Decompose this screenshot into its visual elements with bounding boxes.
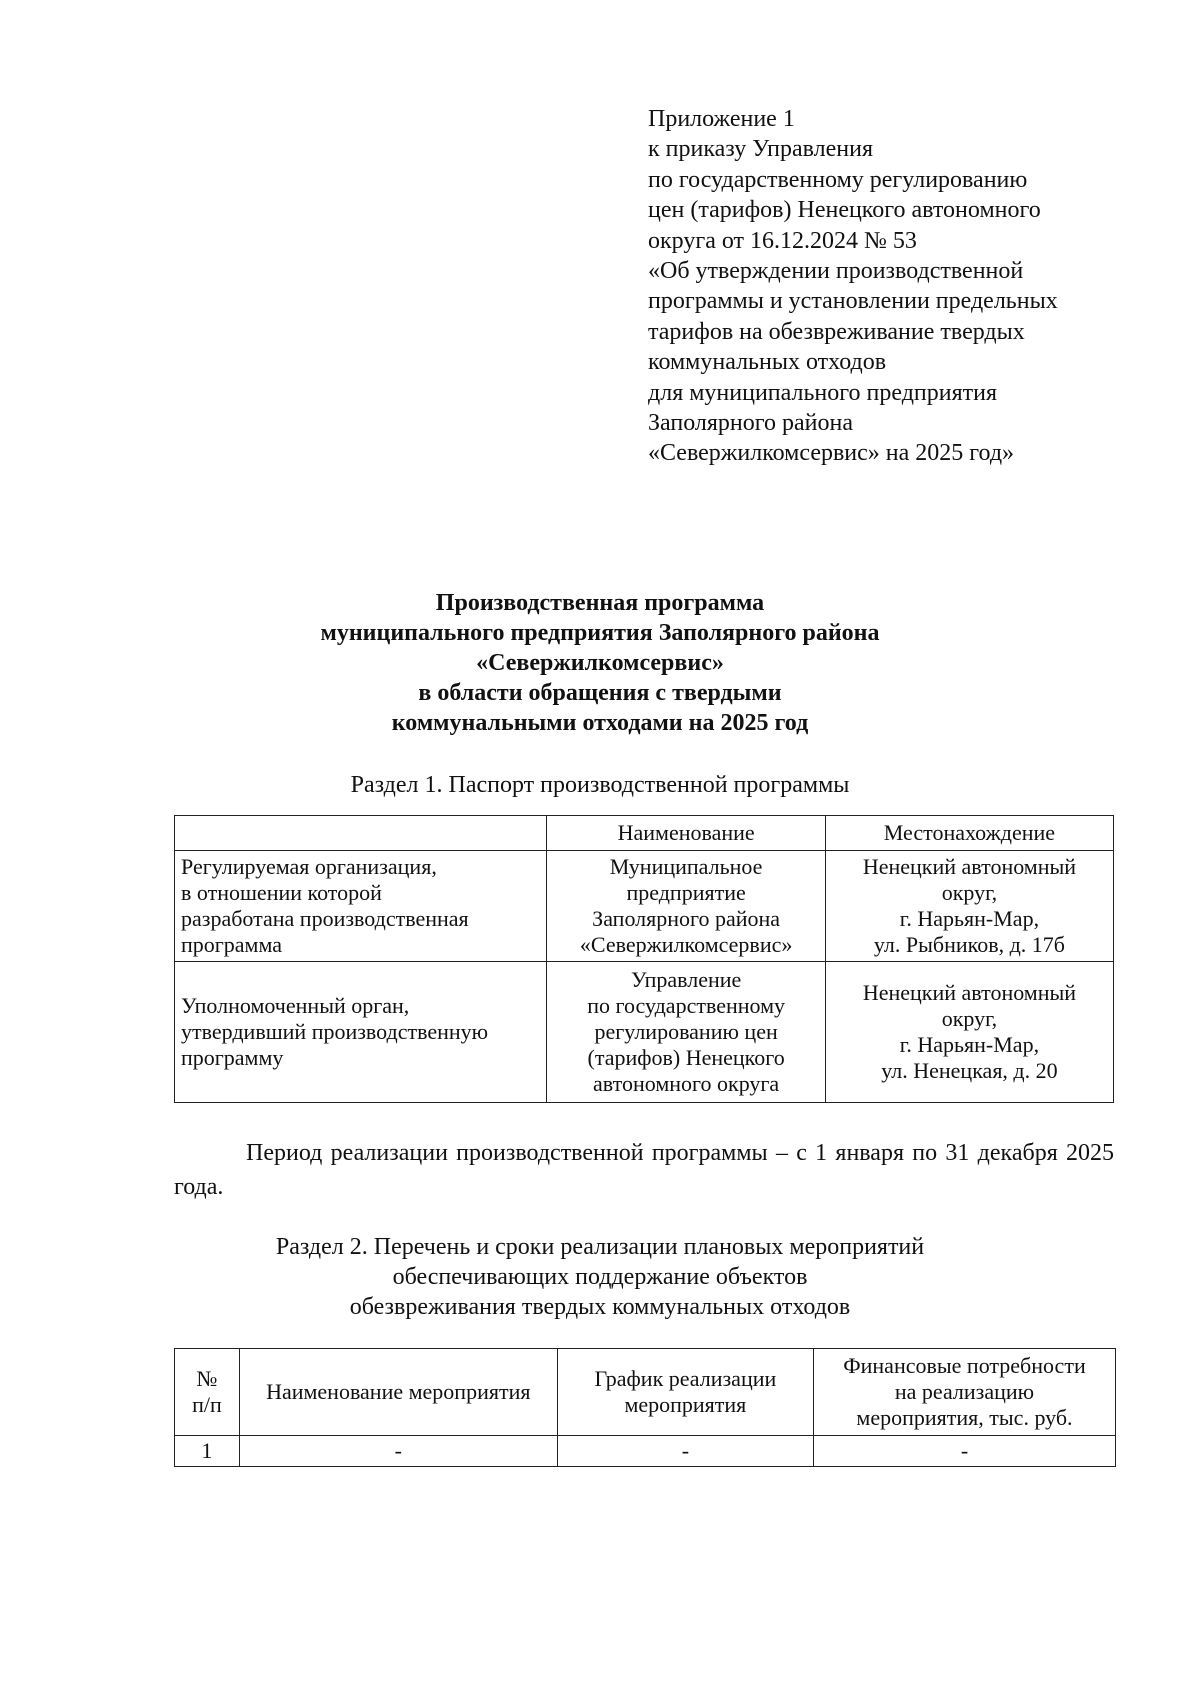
header-cell-schedule — [557, 1349, 813, 1436]
cell-line: округ, — [941, 880, 998, 905]
annex-line: Приложение 1 — [648, 106, 795, 132]
cell-line: мероприятия, тыс. руб. — [856, 1405, 1073, 1430]
passport-table — [174, 815, 1114, 1103]
table-header-row — [175, 1349, 1116, 1436]
annex-line: коммунальных отходов — [648, 349, 887, 376]
annex-line: по государственному регулированию — [648, 166, 1028, 193]
title-line: Производственная программа — [435, 590, 765, 616]
title-line: в области обращения с твердыми — [418, 680, 782, 706]
header-cell — [175, 816, 547, 851]
section-1-heading: Раздел 1. Паспорт производственной программы — [350, 772, 850, 798]
cell-line: утвердивший производственную — [181, 1019, 489, 1044]
table-row — [175, 1436, 1116, 1467]
cell-line: Управление — [630, 967, 742, 992]
cell-line: мероприятия — [624, 1392, 747, 1417]
annex-line: цен (тарифов) Ненецкого автономного — [648, 197, 1041, 224]
row-label-cell — [175, 851, 547, 962]
row-name-cell — [547, 962, 826, 1103]
title-line: «Севержилкомсервис» — [476, 650, 724, 676]
header-cell-number — [175, 1349, 240, 1436]
cell-line: Ненецкий автономный — [862, 854, 1077, 879]
cell-line: Заполярного района — [592, 906, 781, 931]
implementation-period: Период реализации производственной программы – с 1 января по 31 декабря 2025 года. — [174, 1140, 1114, 1200]
cell-line: на реализацию — [894, 1379, 1035, 1404]
cell-line: регулированию цен — [594, 1019, 778, 1044]
annex-line: «Об утверждении производственной — [648, 258, 1024, 285]
row-number-cell: 1 — [175, 1436, 240, 1467]
cell-line: «Севержилкомсервис» — [579, 932, 793, 957]
cell-line: (тарифов) Ненецкого — [587, 1045, 785, 1070]
row-finance-cell: - — [813, 1436, 1115, 1467]
title-line: муниципального предприятия Заполярного района — [320, 620, 880, 646]
heading-line: Раздел 2. Перечень и сроки реализации плановых мероприятий — [275, 1234, 925, 1260]
cell-line: Муниципальное — [609, 854, 763, 879]
cell-line: Финансовые потребности — [843, 1353, 1086, 1378]
document-title — [0, 588, 1200, 738]
cell-line: автономного округа — [593, 1071, 780, 1096]
cell-line: г. Нарьян-Мар, — [899, 1032, 1040, 1057]
cell-line: по государственному — [587, 993, 786, 1018]
table-row — [175, 851, 1114, 962]
cell-line: программу — [181, 1045, 284, 1070]
annex-line: «Севержилкомсервис» на 2025 год» — [648, 440, 1015, 467]
annex-line: программы и установлении предельных — [648, 288, 1058, 315]
annex-line: округа от 16.12.2024 № 53 — [648, 227, 917, 254]
cell-line: ул. Ненецкая, д. 20 — [881, 1058, 1058, 1083]
row-name-cell — [547, 851, 826, 962]
heading-line: обеспечивающих поддержание объектов — [392, 1264, 808, 1290]
annex-line: к приказу Управления — [648, 136, 874, 163]
row-location-cell — [825, 962, 1113, 1103]
cell-line: ул. Рыбников, д. 17б — [873, 932, 1065, 957]
cell-line: разработана производственная — [181, 906, 469, 931]
measures-table — [174, 1348, 1116, 1467]
row-label-cell — [175, 962, 547, 1103]
cell-line: График реализации — [594, 1366, 777, 1391]
header-cell-location: Местонахождение — [825, 816, 1113, 851]
title-line: коммунальными отходами на 2025 год — [391, 710, 809, 736]
cell-line: программа — [181, 932, 283, 957]
annex-line: тарифов на обезвреживание твердых — [648, 318, 1025, 345]
header-cell-finance — [813, 1349, 1115, 1436]
cell-line: Ненецкий автономный — [862, 980, 1077, 1005]
annex-line: для муниципального предприятия — [648, 379, 997, 406]
header-cell-measure — [239, 1349, 557, 1436]
cell-line: Уполномоченный орган, — [181, 993, 410, 1018]
cell-line: Регулируемая организация, — [181, 854, 437, 879]
annex-block — [648, 104, 1168, 469]
row-measure-cell: - — [239, 1436, 557, 1467]
header-cell-name: Наименование — [547, 816, 826, 851]
row-schedule-cell: - — [557, 1436, 813, 1467]
cell-line: округ, — [941, 1006, 998, 1031]
cell-line: п/п — [192, 1392, 222, 1417]
cell-line: № — [196, 1366, 218, 1391]
table-row — [175, 962, 1114, 1103]
cell-line: Наименование мероприятия — [266, 1379, 531, 1404]
row-location-cell — [825, 851, 1113, 962]
table-header-row — [175, 816, 1114, 851]
section-2-heading — [0, 1232, 1200, 1322]
heading-line: обезвреживания твердых коммунальных отходов — [349, 1294, 851, 1320]
annex-line: Заполярного района — [648, 410, 853, 437]
cell-line: г. Нарьян-Мар, — [899, 906, 1040, 931]
cell-line: предприятие — [626, 880, 746, 905]
cell-line: в отношении которой — [181, 880, 382, 905]
